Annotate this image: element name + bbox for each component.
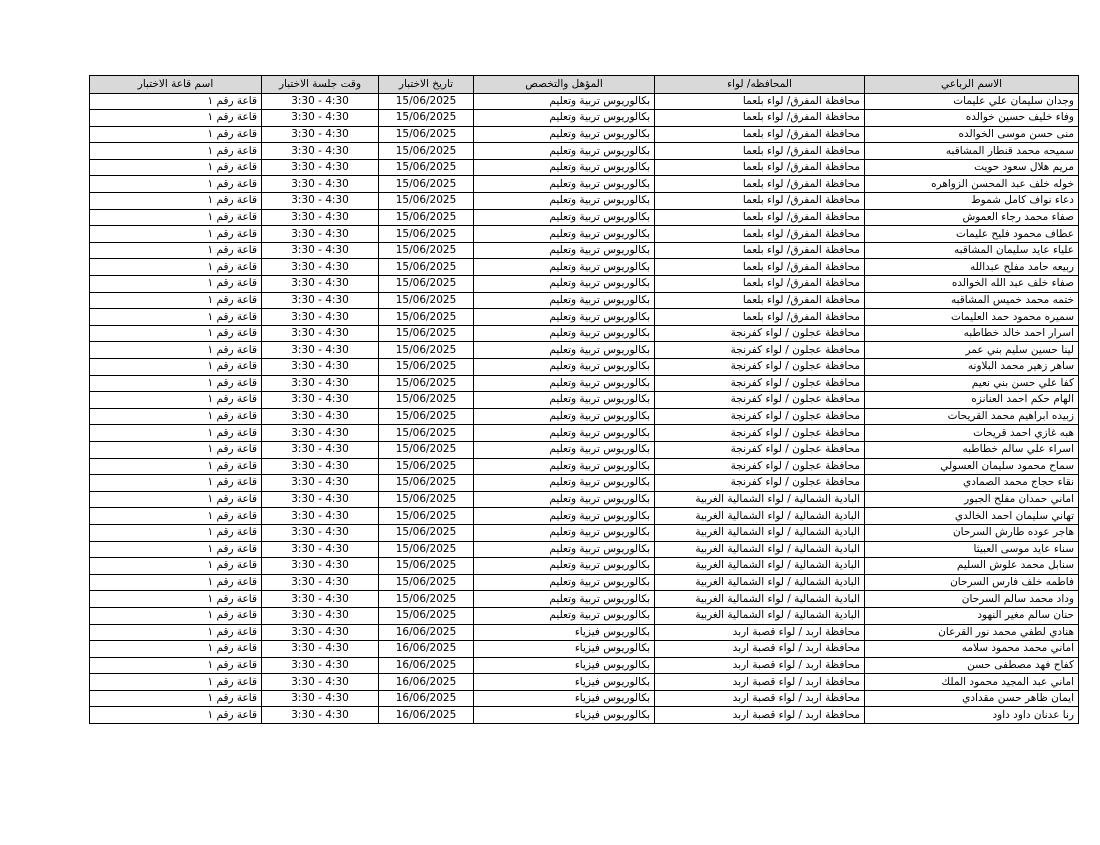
cell-exam-date: 15/06/2025	[379, 292, 474, 309]
cell-full-name: رنا عدنان داود داود	[865, 707, 1079, 724]
cell-exam-hall: قاعة رقم ١	[90, 110, 262, 127]
cell-exam-date: 16/06/2025	[379, 657, 474, 674]
cell-exam-hall: قاعة رقم ١	[90, 508, 262, 525]
cell-full-name: علياء عايد سليمان المشاقبه	[865, 242, 1079, 259]
cell-session-time: 3:30 - 4:30	[262, 491, 379, 508]
table-row	[90, 93, 1079, 110]
cell-exam-hall: قاعة رقم ١	[90, 491, 262, 508]
cell-exam-hall: قاعة رقم ١	[90, 441, 262, 458]
cell-exam-hall: قاعة رقم ١	[90, 657, 262, 674]
cell-exam-hall: قاعة رقم ١	[90, 524, 262, 541]
cell-qualification: بكالوريوس فيزياء	[474, 657, 655, 674]
cell-governorate: محافظة عجلون / لواء كفرنجة	[655, 408, 865, 425]
cell-session-time: 3:30 - 4:30	[262, 591, 379, 608]
cell-exam-hall: قاعة رقم ١	[90, 242, 262, 259]
cell-session-time: 3:30 - 4:30	[262, 359, 379, 376]
cell-qualification: بكالوريوس تربية وتعليم	[474, 392, 655, 409]
cell-exam-date: 15/06/2025	[379, 508, 474, 525]
header-exam-date: تاريخ الاختبار	[379, 76, 474, 94]
cell-governorate: محافظة اربد / لواء قصبة اربد	[655, 690, 865, 707]
cell-exam-date: 15/06/2025	[379, 126, 474, 143]
table-row	[90, 491, 1079, 508]
cell-session-time: 3:30 - 4:30	[262, 425, 379, 442]
cell-full-name: ايمان ظاهر حسن مقدادي	[865, 690, 1079, 707]
cell-session-time: 3:30 - 4:30	[262, 408, 379, 425]
table-body	[90, 93, 1079, 724]
cell-exam-date: 15/06/2025	[379, 93, 474, 110]
table-row	[90, 524, 1079, 541]
cell-full-name: اماني محمد محمود سلامه	[865, 641, 1079, 658]
cell-qualification: بكالوريوس تربية وتعليم	[474, 524, 655, 541]
cell-session-time: 3:30 - 4:30	[262, 541, 379, 558]
cell-exam-hall: قاعة رقم ١	[90, 176, 262, 193]
cell-exam-date: 15/06/2025	[379, 541, 474, 558]
cell-exam-date: 15/06/2025	[379, 607, 474, 624]
cell-qualification: بكالوريوس تربية وتعليم	[474, 408, 655, 425]
cell-full-name: ساهر زهير محمد البلاونه	[865, 359, 1079, 376]
cell-qualification: بكالوريوس تربية وتعليم	[474, 425, 655, 442]
cell-governorate: محافظة المفرق/ لواء بلعما	[655, 276, 865, 293]
cell-full-name: تهاني سليمان احمد الخالدي	[865, 508, 1079, 525]
cell-full-name: ربيعه حامد مفلح عبدالله	[865, 259, 1079, 276]
cell-governorate: محافظة اربد / لواء قصبة اربد	[655, 624, 865, 641]
cell-qualification: بكالوريوس تربية وتعليم	[474, 441, 655, 458]
table-row	[90, 209, 1079, 226]
cell-session-time: 3:30 - 4:30	[262, 93, 379, 110]
cell-exam-hall: قاعة رقم ١	[90, 707, 262, 724]
table-row	[90, 508, 1079, 525]
cell-full-name: اماني حمدان مفلح الجبور	[865, 491, 1079, 508]
cell-session-time: 3:30 - 4:30	[262, 143, 379, 160]
table-row	[90, 591, 1079, 608]
cell-qualification: بكالوريوس تربية وتعليم	[474, 209, 655, 226]
cell-exam-hall: قاعة رقم ١	[90, 425, 262, 442]
cell-exam-date: 15/06/2025	[379, 226, 474, 243]
cell-exam-hall: قاعة رقم ١	[90, 226, 262, 243]
cell-session-time: 3:30 - 4:30	[262, 209, 379, 226]
cell-session-time: 3:30 - 4:30	[262, 392, 379, 409]
cell-full-name: صفاء خلف عبد الله الخوالده	[865, 276, 1079, 293]
cell-exam-date: 15/06/2025	[379, 209, 474, 226]
cell-qualification: بكالوريوس تربية وتعليم	[474, 359, 655, 376]
cell-session-time: 3:30 - 4:30	[262, 657, 379, 674]
cell-exam-hall: قاعة رقم ١	[90, 641, 262, 658]
cell-exam-hall: قاعة رقم ١	[90, 408, 262, 425]
cell-governorate: محافظة المفرق/ لواء بلعما	[655, 259, 865, 276]
table-row	[90, 375, 1079, 392]
cell-exam-date: 15/06/2025	[379, 425, 474, 442]
cell-session-time: 3:30 - 4:30	[262, 707, 379, 724]
cell-full-name: عطاف محمود فليح عليمات	[865, 226, 1079, 243]
cell-full-name: ختمه محمد خميس المشاقبه	[865, 292, 1079, 309]
cell-full-name: دعاء نواف كامل شموط	[865, 193, 1079, 210]
cell-session-time: 3:30 - 4:30	[262, 193, 379, 210]
cell-qualification: بكالوريوس تربية وتعليم	[474, 458, 655, 475]
cell-qualification: بكالوريوس تربية وتعليم	[474, 292, 655, 309]
cell-governorate: محافظة عجلون / لواء كفرنجة	[655, 441, 865, 458]
cell-exam-hall: قاعة رقم ١	[90, 541, 262, 558]
cell-exam-hall: قاعة رقم ١	[90, 475, 262, 492]
cell-qualification: بكالوريوس تربية وتعليم	[474, 309, 655, 326]
cell-governorate: البادية الشمالية / لواء الشمالية الغربية	[655, 541, 865, 558]
cell-exam-date: 16/06/2025	[379, 624, 474, 641]
table-row	[90, 342, 1079, 359]
cell-qualification: بكالوريوس فيزياء	[474, 707, 655, 724]
cell-qualification: بكالوريوس تربية وتعليم	[474, 276, 655, 293]
cell-governorate: محافظة عجلون / لواء كفرنجة	[655, 325, 865, 342]
cell-session-time: 3:30 - 4:30	[262, 242, 379, 259]
cell-exam-date: 15/06/2025	[379, 574, 474, 591]
table-row	[90, 126, 1079, 143]
cell-governorate: محافظة المفرق/ لواء بلعما	[655, 126, 865, 143]
cell-governorate: محافظة عجلون / لواء كفرنجة	[655, 392, 865, 409]
table-row	[90, 392, 1079, 409]
cell-full-name: هنادي لطفي محمد نور القرعان	[865, 624, 1079, 641]
cell-session-time: 3:30 - 4:30	[262, 126, 379, 143]
cell-qualification: بكالوريوس تربية وتعليم	[474, 475, 655, 492]
cell-governorate: محافظة المفرق/ لواء بلعما	[655, 110, 865, 127]
table-row	[90, 690, 1079, 707]
cell-governorate: محافظة اربد / لواء قصبة اربد	[655, 707, 865, 724]
cell-governorate: البادية الشمالية / لواء الشمالية الغربية	[655, 591, 865, 608]
cell-full-name: حنان سالم مغير النهود	[865, 607, 1079, 624]
cell-exam-hall: قاعة رقم ١	[90, 359, 262, 376]
cell-exam-date: 15/06/2025	[379, 408, 474, 425]
cell-exam-date: 15/06/2025	[379, 359, 474, 376]
header-session-time: وقت جلسة الاختبار	[262, 76, 379, 94]
cell-full-name: كفا علي حسن بني نعيم	[865, 375, 1079, 392]
cell-qualification: بكالوريوس فيزياء	[474, 674, 655, 691]
cell-qualification: بكالوريوس تربية وتعليم	[474, 242, 655, 259]
cell-exam-date: 15/06/2025	[379, 159, 474, 176]
cell-qualification: بكالوريوس تربية وتعليم	[474, 508, 655, 525]
cell-exam-hall: قاعة رقم ١	[90, 607, 262, 624]
cell-exam-date: 15/06/2025	[379, 325, 474, 342]
table-row	[90, 458, 1079, 475]
cell-exam-date: 15/06/2025	[379, 259, 474, 276]
cell-qualification: بكالوريوس تربية وتعليم	[474, 325, 655, 342]
table-row	[90, 558, 1079, 575]
cell-governorate: محافظة المفرق/ لواء بلعما	[655, 159, 865, 176]
cell-session-time: 3:30 - 4:30	[262, 276, 379, 293]
cell-exam-hall: قاعة رقم ١	[90, 342, 262, 359]
cell-governorate: محافظة اربد / لواء قصبة اربد	[655, 657, 865, 674]
cell-full-name: سناء عايد موسى العبيثا	[865, 541, 1079, 558]
table-row	[90, 624, 1079, 641]
cell-qualification: بكالوريوس تربية وتعليم	[474, 93, 655, 110]
table-row	[90, 325, 1079, 342]
table-row	[90, 226, 1079, 243]
header-exam-hall: اسم قاعة الاختبار	[90, 76, 262, 94]
cell-exam-hall: قاعة رقم ١	[90, 674, 262, 691]
cell-full-name: وفاء خليف حسين خوالده	[865, 110, 1079, 127]
table-row	[90, 276, 1079, 293]
cell-qualification: بكالوريوس تربية وتعليم	[474, 259, 655, 276]
cell-exam-hall: قاعة رقم ١	[90, 259, 262, 276]
cell-full-name: وداد محمد سالم السرحان	[865, 591, 1079, 608]
table-row	[90, 110, 1079, 127]
cell-session-time: 3:30 - 4:30	[262, 690, 379, 707]
cell-exam-date: 15/06/2025	[379, 458, 474, 475]
cell-exam-hall: قاعة رقم ١	[90, 159, 262, 176]
cell-qualification: بكالوريوس تربية وتعليم	[474, 342, 655, 359]
header-qualification: المؤهل والتخصص	[474, 76, 655, 94]
cell-exam-hall: قاعة رقم ١	[90, 624, 262, 641]
table-row	[90, 359, 1079, 376]
header-full-name: الاسم الرباعي	[865, 76, 1079, 94]
cell-qualification: بكالوريوس تربية وتعليم	[474, 541, 655, 558]
cell-exam-hall: قاعة رقم ١	[90, 292, 262, 309]
cell-full-name: لينا حسين سليم بني عمر	[865, 342, 1079, 359]
cell-exam-date: 15/06/2025	[379, 143, 474, 160]
cell-exam-hall: قاعة رقم ١	[90, 209, 262, 226]
cell-session-time: 3:30 - 4:30	[262, 574, 379, 591]
cell-governorate: محافظة عجلون / لواء كفرنجة	[655, 475, 865, 492]
cell-exam-hall: قاعة رقم ١	[90, 276, 262, 293]
cell-exam-hall: قاعة رقم ١	[90, 558, 262, 575]
cell-exam-date: 15/06/2025	[379, 524, 474, 541]
cell-exam-date: 15/06/2025	[379, 441, 474, 458]
table-row	[90, 292, 1079, 309]
cell-governorate: محافظة المفرق/ لواء بلعما	[655, 226, 865, 243]
cell-full-name: اسرار احمد خالد خطاطبه	[865, 325, 1079, 342]
cell-governorate: محافظة المفرق/ لواء بلعما	[655, 143, 865, 160]
cell-exam-hall: قاعة رقم ١	[90, 392, 262, 409]
cell-full-name: زبيده ابراهيم محمد القريحات	[865, 408, 1079, 425]
cell-governorate: البادية الشمالية / لواء الشمالية الغربية	[655, 574, 865, 591]
table-row	[90, 441, 1079, 458]
cell-full-name: اسراء علي سالم خطاطبه	[865, 441, 1079, 458]
cell-session-time: 3:30 - 4:30	[262, 375, 379, 392]
cell-qualification: بكالوريوس فيزياء	[474, 641, 655, 658]
cell-full-name: هبه غازي احمد قريحات	[865, 425, 1079, 442]
cell-full-name: مريم هلال سعود حويت	[865, 159, 1079, 176]
cell-qualification: بكالوريوس تربية وتعليم	[474, 574, 655, 591]
table-row	[90, 425, 1079, 442]
cell-governorate: محافظة المفرق/ لواء بلعما	[655, 209, 865, 226]
cell-session-time: 3:30 - 4:30	[262, 309, 379, 326]
cell-session-time: 3:30 - 4:30	[262, 325, 379, 342]
table-row	[90, 574, 1079, 591]
cell-qualification: بكالوريوس تربية وتعليم	[474, 159, 655, 176]
cell-governorate: محافظة عجلون / لواء كفرنجة	[655, 458, 865, 475]
cell-session-time: 3:30 - 4:30	[262, 259, 379, 276]
table-row	[90, 242, 1079, 259]
cell-governorate: محافظة المفرق/ لواء بلعما	[655, 176, 865, 193]
table-row	[90, 657, 1079, 674]
table-row	[90, 193, 1079, 210]
cell-exam-hall: قاعة رقم ١	[90, 309, 262, 326]
cell-exam-hall: قاعة رقم ١	[90, 574, 262, 591]
cell-qualification: بكالوريوس تربية وتعليم	[474, 126, 655, 143]
table-row	[90, 641, 1079, 658]
cell-exam-date: 15/06/2025	[379, 558, 474, 575]
cell-qualification: بكالوريوس تربية وتعليم	[474, 375, 655, 392]
cell-exam-hall: قاعة رقم ١	[90, 325, 262, 342]
cell-session-time: 3:30 - 4:30	[262, 607, 379, 624]
cell-full-name: اماني عبد المجيد محمود الملك	[865, 674, 1079, 691]
table-row	[90, 707, 1079, 724]
cell-qualification: بكالوريوس تربية وتعليم	[474, 143, 655, 160]
cell-full-name: صفاء محمد رجاء العموش	[865, 209, 1079, 226]
cell-session-time: 3:30 - 4:30	[262, 342, 379, 359]
cell-qualification: بكالوريوس تربية وتعليم	[474, 193, 655, 210]
cell-session-time: 3:30 - 4:30	[262, 674, 379, 691]
cell-exam-date: 16/06/2025	[379, 641, 474, 658]
cell-session-time: 3:30 - 4:30	[262, 508, 379, 525]
cell-governorate: البادية الشمالية / لواء الشمالية الغربية	[655, 558, 865, 575]
cell-governorate: البادية الشمالية / لواء الشمالية الغربية	[655, 607, 865, 624]
cell-session-time: 3:30 - 4:30	[262, 624, 379, 641]
cell-exam-hall: قاعة رقم ١	[90, 93, 262, 110]
cell-full-name: نقاء حجاج محمد الصمادي	[865, 475, 1079, 492]
table-row	[90, 309, 1079, 326]
cell-full-name: الهام حكم احمد العنانزه	[865, 392, 1079, 409]
cell-full-name: كفاح فهد مصطفى حسن	[865, 657, 1079, 674]
cell-session-time: 3:30 - 4:30	[262, 159, 379, 176]
cell-session-time: 3:30 - 4:30	[262, 176, 379, 193]
cell-qualification: بكالوريوس تربية وتعليم	[474, 226, 655, 243]
cell-governorate: محافظة المفرق/ لواء بلعما	[655, 93, 865, 110]
cell-exam-hall: قاعة رقم ١	[90, 458, 262, 475]
cell-session-time: 3:30 - 4:30	[262, 110, 379, 127]
cell-qualification: بكالوريوس تربية وتعليم	[474, 558, 655, 575]
cell-full-name: سميحه محمد قنطار المشاقبه	[865, 143, 1079, 160]
cell-governorate: محافظة المفرق/ لواء بلعما	[655, 242, 865, 259]
cell-session-time: 3:30 - 4:30	[262, 458, 379, 475]
cell-governorate: البادية الشمالية / لواء الشمالية الغربية	[655, 524, 865, 541]
cell-exam-date: 16/06/2025	[379, 690, 474, 707]
header-governorate: المحافظه/ لواء	[655, 76, 865, 94]
cell-full-name: هاجر عوده طارش السرحان	[865, 524, 1079, 541]
cell-qualification: بكالوريوس تربية وتعليم	[474, 176, 655, 193]
cell-session-time: 3:30 - 4:30	[262, 475, 379, 492]
cell-session-time: 3:30 - 4:30	[262, 558, 379, 575]
cell-session-time: 3:30 - 4:30	[262, 226, 379, 243]
cell-qualification: بكالوريوس تربية وتعليم	[474, 591, 655, 608]
cell-exam-date: 15/06/2025	[379, 242, 474, 259]
cell-governorate: محافظة عجلون / لواء كفرنجة	[655, 375, 865, 392]
cell-full-name: سنابل محمد علوش السليم	[865, 558, 1079, 575]
cell-governorate: البادية الشمالية / لواء الشمالية الغربية	[655, 508, 865, 525]
cell-exam-hall: قاعة رقم ١	[90, 126, 262, 143]
cell-exam-date: 15/06/2025	[379, 193, 474, 210]
cell-exam-date: 16/06/2025	[379, 707, 474, 724]
cell-exam-date: 16/06/2025	[379, 674, 474, 691]
cell-exam-date: 15/06/2025	[379, 392, 474, 409]
table-row	[90, 259, 1079, 276]
cell-session-time: 3:30 - 4:30	[262, 641, 379, 658]
cell-qualification: بكالوريوس تربية وتعليم	[474, 491, 655, 508]
cell-exam-hall: قاعة رقم ١	[90, 143, 262, 160]
cell-exam-hall: قاعة رقم ١	[90, 375, 262, 392]
cell-governorate: محافظة المفرق/ لواء بلعما	[655, 193, 865, 210]
cell-full-name: خوله خلف عبد المحسن الزواهره	[865, 176, 1079, 193]
cell-qualification: بكالوريوس تربية وتعليم	[474, 110, 655, 127]
table-row	[90, 541, 1079, 558]
cell-full-name: فاطمه خلف فارس السرحان	[865, 574, 1079, 591]
cell-exam-date: 15/06/2025	[379, 591, 474, 608]
cell-session-time: 3:30 - 4:30	[262, 292, 379, 309]
cell-exam-date: 15/06/2025	[379, 375, 474, 392]
table-row	[90, 176, 1079, 193]
cell-exam-date: 15/06/2025	[379, 176, 474, 193]
exam-schedule-table	[89, 75, 1079, 724]
table-row	[90, 408, 1079, 425]
table-row	[90, 475, 1079, 492]
cell-governorate: محافظة المفرق/ لواء بلعما	[655, 292, 865, 309]
cell-exam-date: 15/06/2025	[379, 342, 474, 359]
cell-session-time: 3:30 - 4:30	[262, 441, 379, 458]
cell-full-name: وجدان سليمان علي عليمات	[865, 93, 1079, 110]
cell-qualification: بكالوريوس فيزياء	[474, 624, 655, 641]
cell-governorate: محافظة اربد / لواء قصبة اربد	[655, 674, 865, 691]
cell-exam-date: 15/06/2025	[379, 475, 474, 492]
cell-full-name: سماح محمود سليمان العسولي	[865, 458, 1079, 475]
cell-qualification: بكالوريوس تربية وتعليم	[474, 607, 655, 624]
cell-governorate: محافظة عجلون / لواء كفرنجة	[655, 342, 865, 359]
cell-qualification: بكالوريوس فيزياء	[474, 690, 655, 707]
cell-governorate: محافظة اربد / لواء قصبة اربد	[655, 641, 865, 658]
cell-exam-hall: قاعة رقم ١	[90, 690, 262, 707]
cell-exam-hall: قاعة رقم ١	[90, 591, 262, 608]
table-row	[90, 159, 1079, 176]
table-row	[90, 674, 1079, 691]
cell-governorate: محافظة عجلون / لواء كفرنجة	[655, 359, 865, 376]
cell-governorate: محافظة عجلون / لواء كفرنجة	[655, 425, 865, 442]
cell-exam-date: 15/06/2025	[379, 309, 474, 326]
cell-exam-hall: قاعة رقم ١	[90, 193, 262, 210]
cell-session-time: 3:30 - 4:30	[262, 524, 379, 541]
cell-exam-date: 15/06/2025	[379, 110, 474, 127]
cell-governorate: محافظة المفرق/ لواء بلعما	[655, 309, 865, 326]
cell-full-name: سميره محمود حمد العليمات	[865, 309, 1079, 326]
table-row	[90, 607, 1079, 624]
cell-exam-date: 15/06/2025	[379, 491, 474, 508]
table-header	[90, 76, 1079, 94]
cell-governorate: البادية الشمالية / لواء الشمالية الغربية	[655, 491, 865, 508]
table-row	[90, 143, 1079, 160]
cell-full-name: منى حسن موسى الخوالده	[865, 126, 1079, 143]
cell-exam-date: 15/06/2025	[379, 276, 474, 293]
header-row	[90, 76, 1079, 94]
